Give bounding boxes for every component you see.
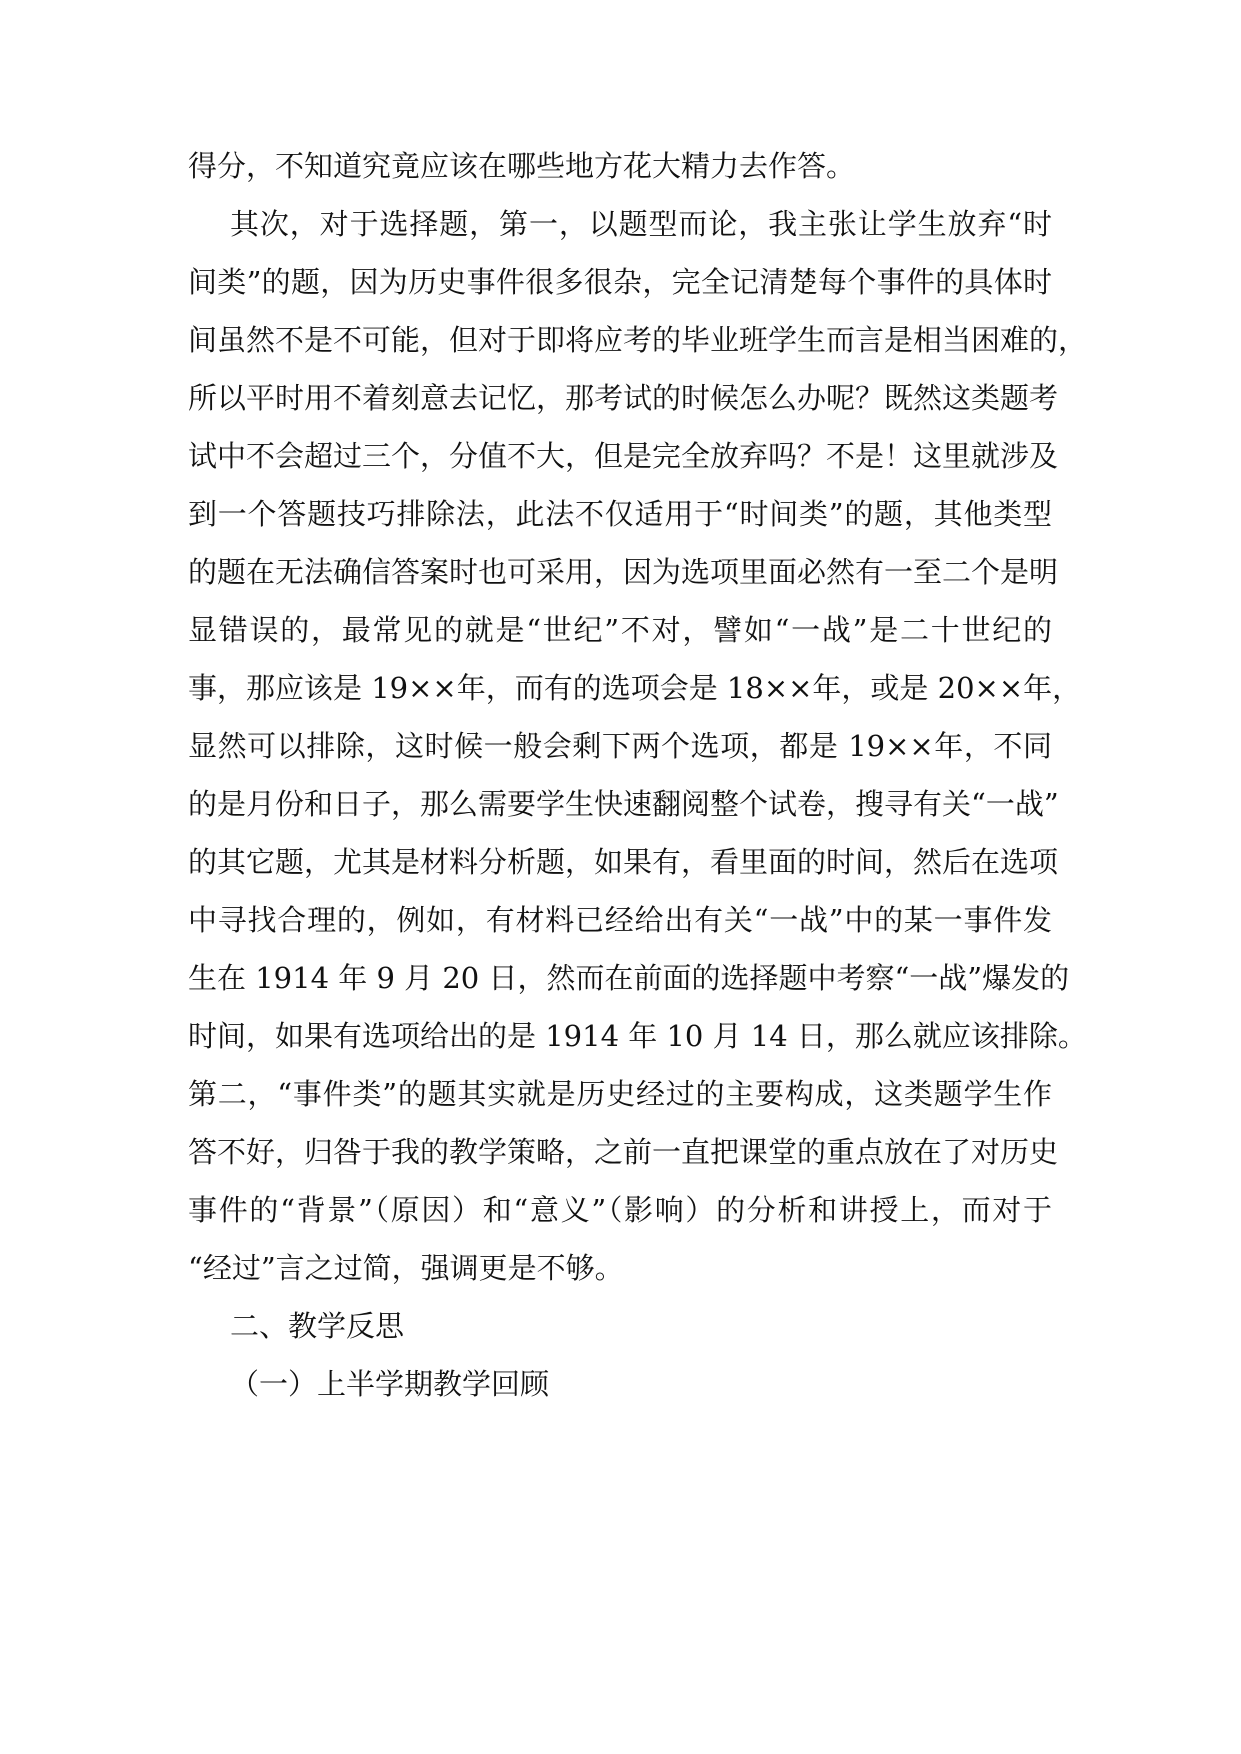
line-text: 试中不会超过三个，分值不大，但是完全放弃吗？不是！这里就涉及: [188, 439, 1059, 473]
line-text: 的题在无法确信答案时也可采用，因为选项里面必然有一至二个是明: [188, 555, 1059, 589]
paragraph-line: [0, 1192, 1241, 1228]
line-text: “经过”言之过简，强调更是不够。: [188, 1251, 624, 1285]
subsection-heading-text: （一）上半学期教学回顾: [230, 1367, 550, 1401]
section-heading: [0, 1308, 1241, 1344]
paragraph-line: [0, 496, 1241, 532]
line-text: 时间，如果有选项给出的是 1914 年 10 月 14 日，那么就应该排除。: [188, 1019, 1087, 1053]
paragraph-line: [0, 264, 1241, 300]
line-text: 事件的“背景”（原因）和“意义”（影响）的分析和讲授上，而对于: [188, 1193, 1052, 1227]
line-text: 所以平时用不着刻意去记忆，那考试的时候怎么办呢？既然这类题考: [188, 381, 1059, 415]
paragraph-line: [0, 1134, 1241, 1170]
paragraph-line: [0, 438, 1241, 474]
line-text: 其次，对于选择题，第一，以题型而论，我主张让学生放弃“时: [230, 207, 1052, 241]
paragraph-line: [0, 322, 1241, 358]
line-text: 生在 1914 年 9 月 20 日，然而在前面的选择题中考察“一战”爆发的: [188, 961, 1070, 995]
line-text: 第二，“事件类”的题其实就是历史经过的主要构成，这类题学生作: [188, 1077, 1052, 1111]
paragraph-line: [0, 960, 1241, 996]
line-text: 间类”的题，因为历史事件很多很杂，完全记清楚每个事件的具体时: [188, 265, 1052, 299]
line-text: 到一个答题技巧排除法，此法不仅适用于“时间类”的题，其他类型: [188, 497, 1052, 531]
paragraph-line: [0, 844, 1241, 880]
paragraph-line: [0, 786, 1241, 822]
line-text: 显然可以排除，这时候一般会剩下两个选项，都是 19××年，不同: [188, 729, 1052, 763]
line-text: 间虽然不是不可能，但对于即将应考的毕业班学生而言是相当困难的，: [188, 323, 1088, 357]
paragraph-line: [0, 1076, 1241, 1112]
paragraph-line: [0, 670, 1241, 706]
paragraph-line: [0, 612, 1241, 648]
paragraph-line: [0, 380, 1241, 416]
paragraph-line: [0, 902, 1241, 938]
paragraph-line: [0, 1018, 1241, 1054]
line-text: 中寻找合理的，例如，有材料已经给出有关“一战”中的某一事件发: [188, 903, 1052, 937]
section-heading-text: 二、教学反思: [230, 1309, 405, 1343]
line-text: 的其它题，尤其是材料分析题，如果有，看里面的时间，然后在选项: [188, 845, 1059, 879]
paragraph-line: [0, 728, 1241, 764]
line-text: 显错误的，最常见的就是“世纪”不对，譬如“一战”是二十世纪的: [188, 613, 1052, 647]
subsection-heading: [0, 1366, 1241, 1402]
paragraph-line: [0, 554, 1241, 590]
line-text: 事，那应该是 19××年，而有的选项会是 18××年，或是 20××年，: [188, 671, 1082, 705]
line-text: 得分，不知道究竟应该在哪些地方花大精力去作答。: [188, 149, 856, 183]
paragraph-line: [0, 206, 1241, 242]
line-text: 的是月份和日子，那么需要学生快速翻阅整个试卷，搜寻有关“一战”: [188, 787, 1059, 821]
paragraph-line: [0, 1250, 1241, 1286]
line-text: 答不好，归咎于我的教学策略，之前一直把课堂的重点放在了对历史: [188, 1135, 1059, 1169]
paragraph-line: [0, 148, 1241, 184]
